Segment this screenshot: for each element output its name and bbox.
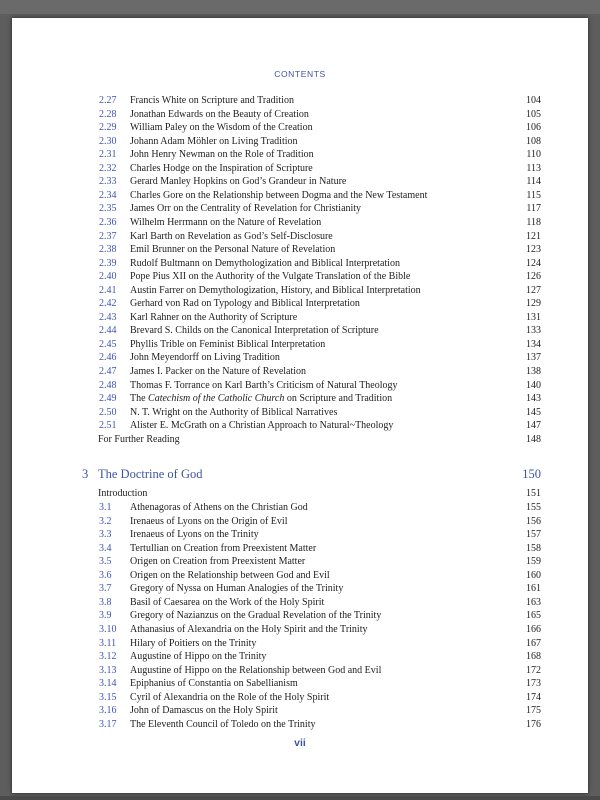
- toc-entry[interactable]: [12, 542, 588, 555]
- entry-number: 3.1: [99, 502, 112, 513]
- toc-entry[interactable]: [12, 569, 588, 582]
- entry-number: 2.48: [99, 379, 117, 391]
- entry-title: [130, 392, 392, 405]
- entry-page: 110: [526, 149, 541, 161]
- entry-page: 137: [526, 352, 541, 364]
- entry-title: Augustine of Hippo on the Trinity: [130, 651, 267, 663]
- entry-number: 2.51: [99, 420, 117, 432]
- entry-page: 167: [526, 637, 541, 649]
- entry-page: 113: [526, 162, 541, 174]
- toc-entry[interactable]: [12, 528, 588, 541]
- entry-title: Origen on the Relationship between God and Evil: [130, 569, 330, 581]
- entry-number: 2.35: [99, 203, 117, 215]
- toc-entry[interactable]: [12, 365, 588, 378]
- entry-page: 155: [526, 502, 541, 513]
- entry-title: Karl Rahner on the Authority of Scripture: [130, 311, 298, 323]
- entry-page: 131: [526, 311, 541, 323]
- entry-number: 3.9: [99, 610, 112, 622]
- entry-number: 2.46: [99, 352, 117, 364]
- toc-entry[interactable]: [12, 338, 588, 351]
- entry-page: 143: [526, 393, 541, 405]
- entry-number: 3.17: [99, 718, 117, 730]
- entry-title: John Henry Newman on the Role of Tradition: [130, 149, 314, 161]
- entry-page: 118: [526, 216, 541, 228]
- entry-number: 3.2: [99, 515, 112, 527]
- entry-number: 3.16: [99, 705, 117, 717]
- entry-number: 3.5: [99, 556, 112, 568]
- toc-entry[interactable]: [12, 596, 588, 609]
- entry-title: Gerhard von Rad on Typology and Biblical Interpretation: [130, 298, 360, 310]
- chapter-title: The Doctrine of God: [98, 467, 203, 481]
- entry-number: 2.47: [99, 366, 117, 377]
- entry-number: 3.14: [99, 678, 117, 690]
- toc-entry[interactable]: [12, 704, 588, 717]
- entry-number: 3.7: [99, 583, 112, 595]
- toc-entry[interactable]: [12, 555, 588, 568]
- entry-title: John of Damascus on the Holy Spirit: [130, 705, 278, 717]
- entry-title: The Eleventh Council of Toledo on the Trinity: [130, 718, 316, 730]
- entry-page: 106: [526, 122, 541, 134]
- entry-page: 121: [526, 230, 541, 242]
- entry-title: Charles Gore on the Relationship between Dogma and the New Testament: [130, 189, 428, 201]
- entry-title: Rudolf Bultmann on Demythologization and Biblical Interpretation: [130, 257, 400, 269]
- entry-number: 3.13: [99, 664, 117, 676]
- toc-entry[interactable]: [12, 406, 588, 419]
- toc-entry[interactable]: [12, 609, 588, 622]
- toc-entry[interactable]: [12, 664, 588, 677]
- entry-page: 124: [526, 257, 541, 269]
- entry-title: Cyril of Alexandria on the Role of the Holy Spirit: [130, 691, 330, 703]
- entry-title-italic: Catechism of the Catholic Church: [148, 393, 285, 405]
- entry-title: Epiphanius of Constantia on Sabellianism: [130, 678, 298, 690]
- entry-title: Tertullian on Creation from Preexistent Matter: [130, 542, 317, 554]
- entry-title: Gregory of Nyssa on Human Analogies of the Trinity: [130, 583, 344, 595]
- toc-entry[interactable]: [12, 162, 588, 175]
- entry-number: 2.33: [99, 176, 117, 188]
- toc-entry[interactable]: [12, 135, 588, 148]
- entry-page: 172: [526, 664, 541, 676]
- entry-number: 3.12: [99, 651, 117, 663]
- toc-entry[interactable]: [12, 392, 588, 405]
- entry-number: 2.40: [99, 271, 117, 283]
- entry-page: 129: [526, 298, 541, 310]
- entry-title: For Further Reading: [98, 433, 180, 445]
- entry-title: James Orr on the Centrality of Revelation for Christianity: [130, 203, 362, 215]
- entry-page: 159: [526, 556, 541, 568]
- entry-title: Austin Farrer on Demythologization, History, and Biblical Interpretation: [130, 284, 421, 296]
- entry-number: 2.38: [99, 244, 117, 256]
- toc-entry[interactable]: [12, 148, 588, 161]
- toc-entry[interactable]: [12, 121, 588, 134]
- chapter-heading[interactable]: [12, 466, 588, 482]
- toc-entry[interactable]: [12, 216, 588, 229]
- entry-number: 3.10: [99, 623, 117, 635]
- entry-number: 2.31: [99, 149, 117, 161]
- entry-number: 2.45: [99, 338, 117, 350]
- entry-number: 3.4: [99, 542, 112, 554]
- entry-page: 126: [526, 271, 541, 283]
- entry-title: Francis White on Scripture and Tradition: [130, 95, 294, 106]
- entry-page: 151: [526, 488, 541, 499]
- entry-title: Thomas F. Torrance on Karl Barth’s Criticism of Natural Theology: [130, 379, 398, 391]
- entry-page: 174: [526, 691, 541, 703]
- entry-number: 2.32: [99, 162, 117, 174]
- entry-title: William Paley on the Wisdom of the Creation: [130, 122, 313, 134]
- entry-page: 123: [526, 244, 541, 256]
- entry-number: 2.29: [99, 122, 117, 134]
- entry-number: 2.43: [99, 311, 117, 323]
- entry-title: N. T. Wright on the Authority of Biblical Narratives: [130, 406, 338, 418]
- chapter-page: 150: [522, 467, 541, 481]
- toc-entry[interactable]: [12, 175, 588, 188]
- entry-page: 160: [526, 569, 541, 581]
- entry-title: Augustine of Hippo on the Relationship between God and Evil: [130, 664, 382, 676]
- entry-number: 3.6: [99, 569, 112, 581]
- entry-title: Basil of Caesarea on the Work of the Holy Spirit: [130, 596, 325, 608]
- entry-number: 2.50: [99, 406, 117, 418]
- entry-page: 133: [526, 325, 541, 337]
- entry-page: 104: [526, 95, 541, 106]
- toc-entry[interactable]: [12, 108, 588, 121]
- toc-entry[interactable]: [12, 284, 588, 297]
- viewer-top-bar: [0, 0, 600, 14]
- entry-number: 2.34: [99, 189, 117, 201]
- entry-title: Pope Pius XII on the Authority of the Vulgate Translation of the Bible: [130, 271, 411, 283]
- viewer-bottom-bar: [0, 796, 600, 800]
- toc-entry[interactable]: [12, 691, 588, 704]
- entry-page: 148: [526, 433, 541, 445]
- entry-number: 3.15: [99, 691, 117, 703]
- entry-page: 157: [526, 529, 541, 541]
- entry-page: 108: [526, 135, 541, 147]
- entry-page: 138: [526, 366, 541, 377]
- toc-entry[interactable]: [12, 650, 588, 663]
- entry-page: 145: [526, 406, 541, 418]
- toc-entry[interactable]: [12, 189, 588, 202]
- entry-title: Hilary of Poitiers on the Trinity: [130, 637, 257, 649]
- document-page: [12, 18, 588, 793]
- toc-entry[interactable]: [12, 202, 588, 215]
- toc-entry[interactable]: [12, 270, 588, 283]
- entry-number: 2.36: [99, 216, 117, 228]
- entry-title: John Meyendorff on Living Tradition: [130, 352, 280, 364]
- entry-number: 3.11: [99, 637, 117, 649]
- toc-entry[interactable]: [12, 230, 588, 243]
- toc-entry[interactable]: [12, 582, 588, 595]
- chapter-number: 3: [82, 467, 89, 481]
- entry-page: 161: [526, 583, 541, 595]
- toc-entry[interactable]: [12, 311, 588, 324]
- toc-entry[interactable]: [12, 637, 588, 650]
- toc-entry[interactable]: [12, 94, 588, 107]
- toc-entry[interactable]: [12, 379, 588, 392]
- toc-entry[interactable]: [12, 677, 588, 690]
- toc-entry[interactable]: [12, 515, 588, 528]
- entry-page: 147: [526, 420, 541, 432]
- entry-page: 176: [526, 718, 541, 730]
- entry-title: Alister E. McGrath on a Christian Approach to Natural~Theology: [130, 420, 394, 432]
- running-head: CONTENTS: [274, 69, 326, 79]
- entry-page: 165: [526, 610, 541, 622]
- entry-title: Gerard Manley Hopkins on God’s Grandeur in Nature: [130, 176, 347, 188]
- entry-title: Charles Hodge on the Inspiration of Scripture: [130, 162, 313, 174]
- toc-entry[interactable]: [12, 718, 588, 731]
- entry-title-part: The: [130, 393, 149, 405]
- entry-title: Phyllis Trible on Feminist Biblical Interpretation: [130, 338, 326, 350]
- entry-title: Johann Adam Möhler on Living Tradition: [130, 135, 298, 147]
- toc-entry[interactable]: [12, 257, 588, 270]
- entry-title: Karl Barth on Revelation as God’s Self-Disclosure: [130, 230, 333, 242]
- entry-title: Wilhelm Herrmann on the Nature of Revelation: [130, 216, 322, 228]
- toc-entry[interactable]: [12, 433, 588, 446]
- entry-page: 134: [526, 338, 541, 350]
- toc-entry[interactable]: [12, 419, 588, 432]
- toc-entry[interactable]: [12, 501, 588, 514]
- entry-title: Origen on Creation from Preexistent Matter: [130, 556, 306, 568]
- entry-page: 158: [526, 542, 541, 554]
- toc-entry[interactable]: [12, 297, 588, 310]
- entry-page: 105: [526, 108, 541, 120]
- entry-title: Gregory of Nazianzus on the Gradual Revelation of the Trinity: [130, 610, 382, 622]
- entry-title: Athanasius of Alexandria on the Holy Spirit and the Trinity: [130, 623, 368, 635]
- entry-title: Athenagoras of Athens on the Christian God: [130, 502, 308, 513]
- toc-entry[interactable]: [12, 487, 588, 500]
- entry-number: 2.49: [99, 393, 117, 405]
- entry-title: Introduction: [98, 488, 148, 499]
- entry-title: James I. Packer on the Nature of Revelation: [130, 366, 307, 377]
- toc-entry[interactable]: [12, 623, 588, 636]
- entry-page: 115: [526, 189, 541, 201]
- entry-number: 2.27: [99, 95, 117, 106]
- entry-number: 2.41: [99, 284, 117, 296]
- entry-title: Brevard S. Childs on the Canonical Interpretation of Scripture: [130, 325, 379, 337]
- entry-title-part: on Scripture and Tradition: [284, 393, 393, 405]
- entry-number: 3.8: [99, 596, 112, 608]
- entry-title: Irenaeus of Lyons on the Trinity: [130, 529, 259, 541]
- entry-page: 175: [526, 705, 541, 717]
- entry-number: 2.30: [99, 135, 117, 147]
- entry-title: Jonathan Edwards on the Beauty of Creation: [130, 108, 309, 120]
- toc-entry[interactable]: [12, 351, 588, 364]
- entry-number: 2.42: [99, 298, 117, 310]
- entry-title: Irenaeus of Lyons on the Origin of Evil: [130, 515, 288, 527]
- entry-page: 156: [526, 515, 541, 527]
- toc-entry[interactable]: [12, 243, 588, 256]
- entry-page: 114: [526, 176, 541, 188]
- entry-page: 173: [526, 678, 541, 690]
- entry-number: 2.39: [99, 257, 117, 269]
- entry-number: 2.28: [99, 108, 117, 120]
- entry-number: 2.37: [99, 230, 117, 242]
- entry-number: 3.3: [99, 529, 112, 541]
- entry-page: 127: [526, 284, 541, 296]
- entry-number: 2.44: [99, 325, 117, 337]
- page-number: vii: [294, 737, 306, 749]
- toc-entry[interactable]: [12, 324, 588, 337]
- entry-page: 163: [526, 596, 541, 608]
- entry-page: 140: [526, 379, 541, 391]
- entry-title: Emil Brunner on the Personal Nature of Revelation: [130, 244, 336, 256]
- entry-page: 117: [526, 203, 541, 215]
- entry-page: 168: [526, 651, 541, 663]
- entry-page: 166: [526, 623, 541, 635]
